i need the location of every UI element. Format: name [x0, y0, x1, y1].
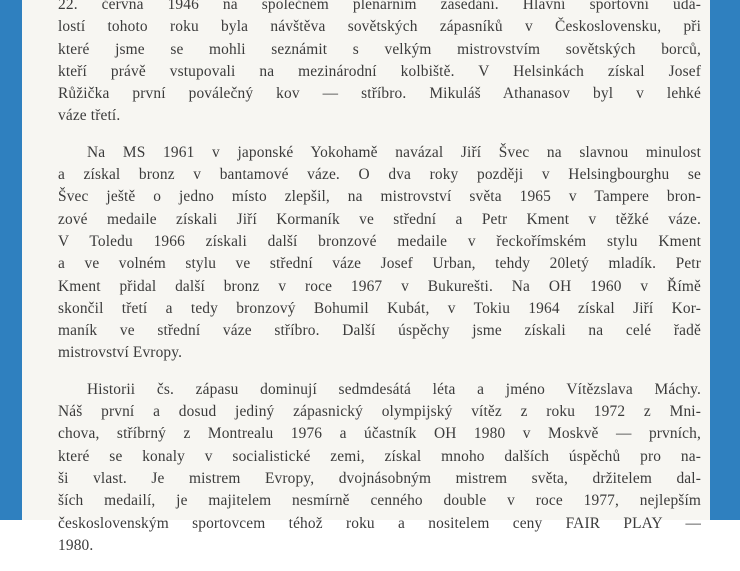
text-line: Růžička první poválečný kov — stříbro. Mikuláš Athanasov byl v lehké [58, 85, 701, 103]
text-line: 22. června 1946 na společném plenárním zasedání. Hlavní sportovní udá- [58, 0, 701, 13]
paragraph-3 [58, 379, 701, 557]
text-line: zové medaile získali Jiří Kormaník ve střední a Petr Kment v těžké váze. [58, 210, 701, 228]
text-line: maník ve střední váze stříbro. Další úspěchy jsme získali na celé řadě [58, 322, 701, 340]
text-line: chova, stříbrný z Montrealu 1976 a účastník OH 1980 v Moskvě — prvních, [58, 425, 701, 443]
text-line: a ve volném stylu ve střední váze Josef Urban, tehdy 20letý mladík. Petr [58, 255, 701, 273]
paragraph-2 [58, 142, 701, 365]
text-line: Švec ještě o jedno místo zlepšil, na mistrovství světa 1965 v Tampere bron- [58, 188, 701, 206]
text-line: V Toledu 1966 získali další bronzové medaile v řeckořímském stylu Kment [58, 232, 701, 250]
text-line: ších medailí, je majitelem nesmírně cenného double v roce 1977, nejlepším [58, 492, 701, 510]
text-line: ši vlast. Je mistrem Evropy, dvojnásobným mistrem světa, držitelem dal- [58, 469, 701, 487]
text-line: které jsme se mohli seznámit s velkým mistrovstvím sovětských borců, [58, 40, 701, 58]
text-line: Kment přidal další bronz v roce 1967 v Bukurešti. Na OH 1960 v Římě [58, 277, 701, 295]
text-line: lostí tohoto roku byla návštěva sovětských zápasníků v Československu, při [58, 18, 701, 36]
text-line: váze třetí. [58, 107, 121, 125]
text-line: a získal bronz v bantamové váze. O dva roky později v Helsingbourghu se [58, 166, 701, 184]
left-blue-border [0, 0, 22, 520]
text-line: kteří právě vstupovali na mezinárodní kolbiště. V Helsinkách získal Josef [58, 62, 701, 80]
text-line: Na MS 1961 v japonské Yokohamě navázal Jiří Švec na slavnou minulost [87, 143, 701, 161]
text-line: skončil třetí a tedy bronzový Bohumil Kubát, v Tokiu 1964 získal Jiří Kor- [58, 299, 701, 317]
text-line: Náš první a dosud jediný zápasnický olympijský vítěz z roku 1972 z Mni- [58, 403, 701, 421]
paragraph-1 [58, 0, 701, 128]
text-line: mistrovství Evropy. [58, 344, 183, 362]
text-line: které se konaly v socialistické zemi, získal mnoho dalších úspěchů pro na- [58, 447, 701, 465]
text-line: československým sportovcem téhož roku a nositelem ceny FAIR PLAY — [58, 514, 701, 532]
article-text [58, 0, 701, 571]
text-line: 1980. [58, 536, 94, 554]
right-blue-border [710, 0, 740, 520]
text-line: Historii čs. zápasu dominují sedmdesátá léta a jméno Vítězslava Máchy. [87, 380, 701, 398]
